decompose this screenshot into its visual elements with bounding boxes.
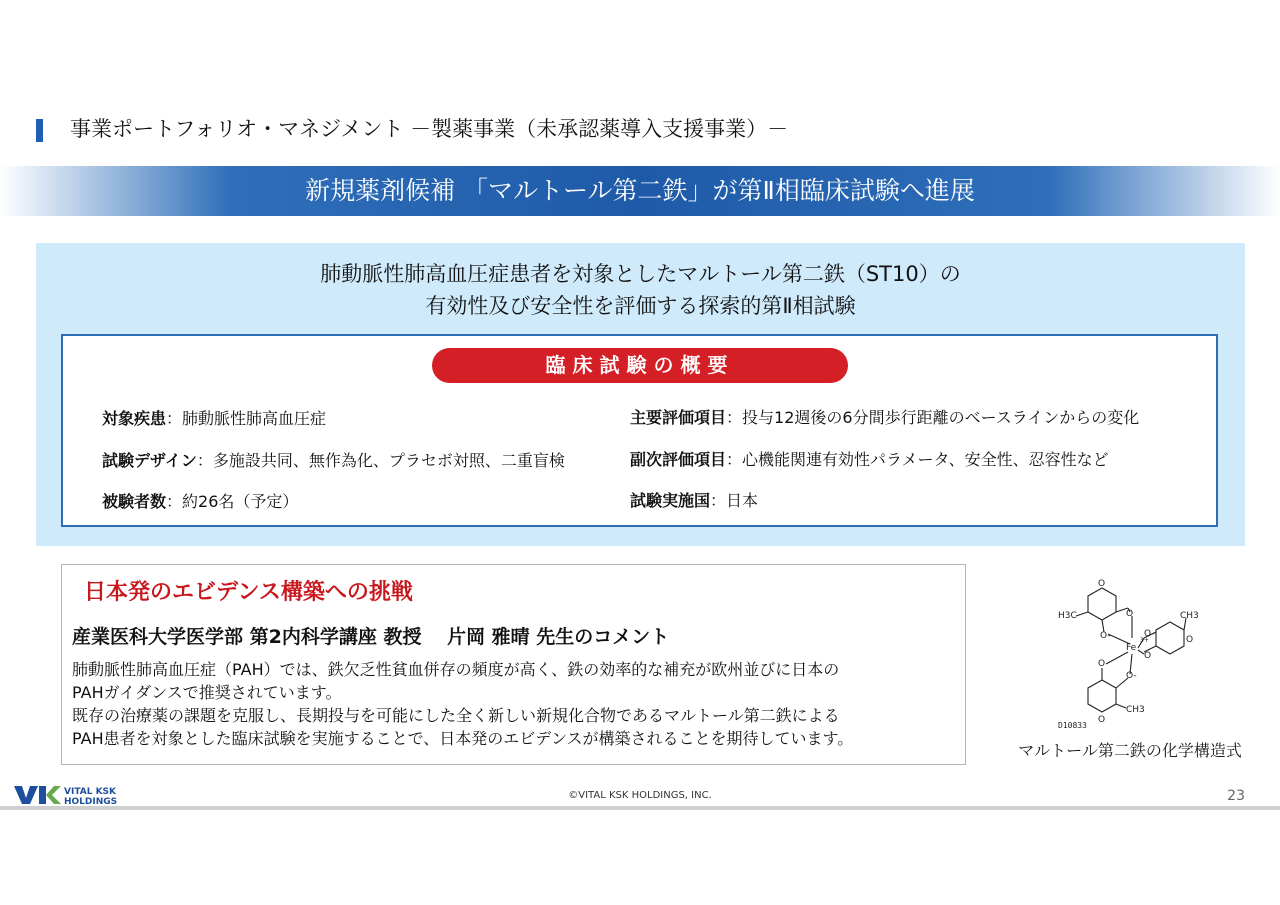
overview-label: 臨床試験の概要 bbox=[432, 348, 848, 383]
structure-label-ch3: CH3 bbox=[1126, 705, 1145, 715]
item-value: 肺動脈性肺高血圧症 bbox=[182, 409, 327, 428]
study-title bbox=[36, 258, 1245, 322]
structure-label-o: O bbox=[1098, 579, 1106, 589]
item-label: 被験者数 bbox=[102, 492, 167, 511]
item-separator: ： bbox=[166, 492, 183, 511]
item-value: 約26名（予定） bbox=[182, 492, 299, 511]
item-separator: ： bbox=[196, 451, 213, 470]
study-title-line-1: 肺動脈性肺高血圧症患者を対象としたマルトール第二鉄（ST10）の bbox=[320, 262, 961, 286]
structure-label-o: O bbox=[1098, 715, 1106, 725]
item-label: 主要評価項目 bbox=[630, 408, 727, 427]
structure-caption: マルトール第二鉄の化学構造式 bbox=[1018, 741, 1242, 760]
structure-label-o-minus: O- bbox=[1126, 671, 1137, 681]
item-primary-endpoint bbox=[630, 407, 1139, 429]
structure-label-o: O bbox=[1098, 659, 1106, 669]
comment-line: 既存の治療薬の課題を克服し、長期投与を可能にした全く新しい新規化合物であるマルトール第二鉄による bbox=[72, 706, 840, 725]
chemical-structure-diagram bbox=[1040, 576, 1230, 732]
item-label: 対象疾患 bbox=[102, 409, 167, 428]
item-separator: ： bbox=[166, 409, 183, 428]
structure-label-o: O bbox=[1144, 651, 1152, 661]
structure-label-h3c: H3C bbox=[1058, 611, 1077, 621]
logo-text-line-2: HOLDINGS bbox=[64, 797, 118, 806]
item-separator: ： bbox=[726, 450, 743, 469]
structure-label-o: O bbox=[1186, 635, 1194, 645]
item-value: 心機能関連有効性パラメータ、安全性、忍容性など bbox=[742, 450, 1109, 469]
page-title: 事業ポートフォリオ・マネジメント －製薬事業（未承認薬導入支援事業）－ bbox=[70, 117, 789, 141]
item-value: 多施設共同、無作為化、プラセボ対照、二重盲検 bbox=[212, 451, 565, 470]
commenter-name: 産業医科大学医学部 第2内科学講座 教授 片岡 雅晴 先生のコメント bbox=[72, 626, 670, 648]
item-secondary-endpoint bbox=[630, 449, 1109, 471]
item-separator: ： bbox=[710, 491, 727, 510]
study-title-line-2: 有効性及び安全性を評価する探索的第Ⅱ相試験 bbox=[425, 294, 856, 318]
structure-label-fe: Fe bbox=[1126, 643, 1137, 653]
item-country bbox=[630, 490, 758, 512]
structure-code: D10833 bbox=[1058, 721, 1087, 730]
comment-line: PAH患者を対象とした臨床試験を実施することで、日本発のエビデンスが構築されることを期待しています。 bbox=[72, 729, 854, 748]
structure-label-ch3: CH3 bbox=[1180, 611, 1199, 621]
logo-text-line-1: VITAL KSK bbox=[64, 787, 117, 797]
item-study-design bbox=[102, 450, 565, 472]
item-label: 副次評価項目 bbox=[630, 450, 727, 469]
headline-banner-text: 新規薬剤候補 「マルトール第二鉄」が第Ⅱ相臨床試験へ進展 bbox=[305, 176, 975, 205]
comment-line: PAHガイダンスで推奨されています。 bbox=[72, 683, 342, 702]
structure-label-o: O bbox=[1126, 609, 1134, 619]
comment-line: 肺動脈性肺高血圧症（PAH）では、鉄欠乏性貧血併存の頻度が高く、鉄の効率的な補充が欧州並びに日本の bbox=[72, 660, 840, 679]
structure-label-o-minus: O- bbox=[1100, 631, 1111, 641]
comment-heading: 日本発のエビデンス構築への挑戦 bbox=[84, 580, 413, 605]
item-label: 試験デザイン bbox=[102, 451, 197, 470]
item-target-disease bbox=[102, 408, 326, 430]
structure-label-o-minus: O- bbox=[1144, 629, 1155, 639]
item-value: 投与12週後の6分間歩行距離のベースラインからの変化 bbox=[742, 408, 1140, 427]
title-marker bbox=[36, 119, 43, 142]
item-separator: ： bbox=[726, 408, 743, 427]
structure-label-fe-charge: 3+ bbox=[1140, 637, 1149, 644]
copyright: ©VITAL KSK HOLDINGS, INC. bbox=[568, 790, 712, 801]
item-subjects bbox=[102, 491, 298, 513]
footer-divider bbox=[0, 806, 1280, 810]
item-label: 試験実施国 bbox=[630, 491, 711, 510]
page-number: 23 bbox=[1227, 788, 1245, 804]
item-value: 日本 bbox=[726, 491, 759, 510]
comment-body bbox=[72, 658, 853, 750]
